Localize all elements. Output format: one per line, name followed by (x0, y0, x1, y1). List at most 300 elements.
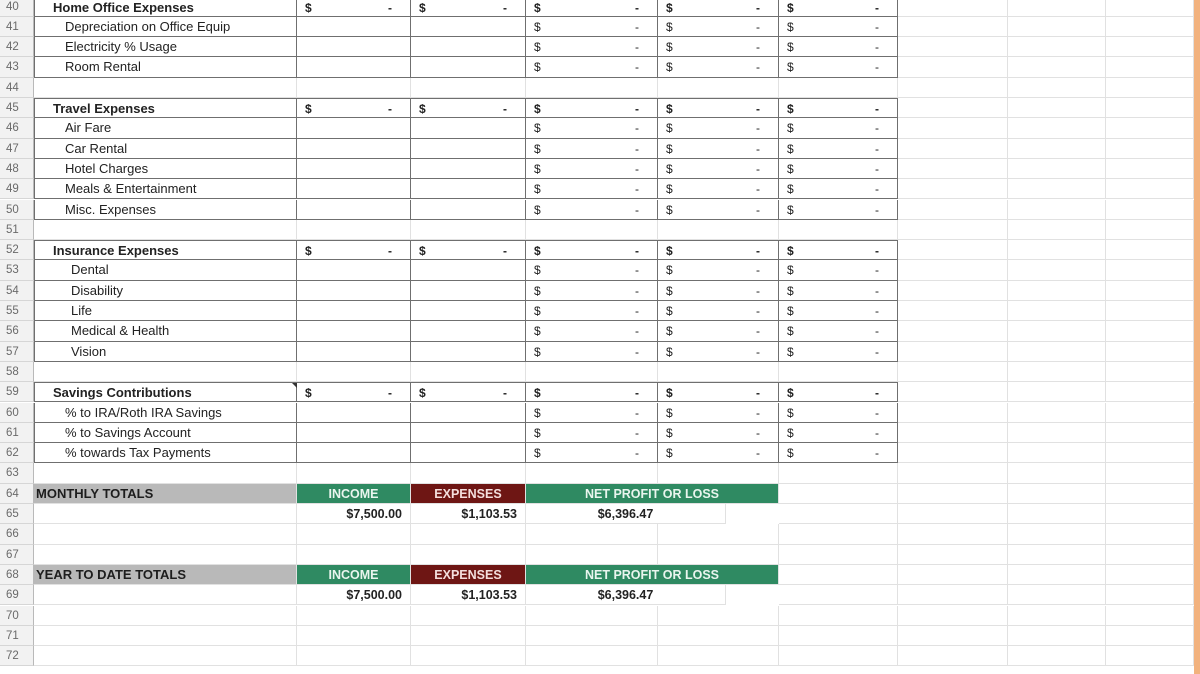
empty-cell[interactable] (1106, 626, 1194, 646)
row-number[interactable]: 51 (0, 220, 34, 240)
currency-cell[interactable] (779, 98, 898, 118)
currency-cell[interactable] (526, 57, 658, 77)
expenses-header[interactable]: EXPENSES (411, 484, 526, 504)
empty-cell[interactable] (1106, 200, 1194, 220)
empty-cell[interactable] (411, 626, 526, 646)
empty-cell[interactable] (526, 545, 658, 565)
budget-cell[interactable] (297, 159, 411, 179)
budget-cell[interactable] (297, 443, 411, 463)
currency-cell[interactable] (526, 423, 658, 443)
currency-cell[interactable] (526, 179, 658, 199)
empty-cell[interactable] (526, 220, 658, 240)
currency-cell[interactable] (526, 159, 658, 179)
row-number[interactable]: 58 (0, 362, 34, 382)
income-total[interactable]: $7,500.00 (297, 585, 411, 605)
currency-cell[interactable] (779, 423, 898, 443)
empty-cell[interactable] (1008, 200, 1106, 220)
currency-cell[interactable] (658, 403, 779, 423)
currency-cell[interactable] (779, 159, 898, 179)
budget-cell[interactable] (297, 179, 411, 199)
currency-cell[interactable] (411, 382, 526, 402)
empty-cell[interactable] (1106, 281, 1194, 301)
row-number[interactable]: 56 (0, 321, 34, 341)
currency-cell[interactable] (526, 403, 658, 423)
empty-cell[interactable] (898, 179, 1008, 199)
row-number[interactable]: 59 (0, 382, 34, 402)
empty-cell[interactable] (34, 504, 297, 524)
currency-cell[interactable] (658, 200, 779, 220)
empty-cell[interactable] (411, 362, 526, 382)
budget-cell[interactable] (411, 118, 526, 138)
totals-label[interactable]: MONTHLY TOTALS (34, 484, 297, 504)
empty-cell[interactable] (658, 78, 779, 98)
empty-cell[interactable] (779, 463, 898, 483)
empty-cell[interactable] (1008, 281, 1106, 301)
budget-cell[interactable] (411, 159, 526, 179)
empty-cell[interactable] (297, 524, 411, 544)
expense-item-label[interactable]: Room Rental (34, 57, 297, 77)
empty-cell[interactable] (1106, 545, 1194, 565)
empty-cell[interactable] (1106, 463, 1194, 483)
empty-cell[interactable] (1008, 0, 1106, 17)
row-number[interactable]: 65 (0, 504, 34, 524)
empty-cell[interactable] (1106, 646, 1194, 666)
currency-cell[interactable] (658, 17, 779, 37)
expense-item-label[interactable]: Vision (34, 342, 297, 362)
expenses-total[interactable]: $1,103.53 (411, 585, 526, 605)
currency-cell[interactable] (297, 98, 411, 118)
expense-item-label[interactable]: Life (34, 301, 297, 321)
row-number[interactable]: 44 (0, 78, 34, 98)
currency-cell[interactable] (658, 443, 779, 463)
budget-cell[interactable] (297, 260, 411, 280)
expense-item-label[interactable]: Medical & Health (34, 321, 297, 341)
row-number[interactable]: 55 (0, 301, 34, 321)
empty-cell[interactable] (779, 626, 898, 646)
empty-cell[interactable] (1106, 78, 1194, 98)
empty-cell[interactable] (1106, 159, 1194, 179)
empty-cell[interactable] (1008, 240, 1106, 260)
empty-cell[interactable] (1106, 382, 1194, 402)
budget-cell[interactable] (297, 342, 411, 362)
row-number[interactable]: 52 (0, 240, 34, 260)
empty-cell[interactable] (526, 626, 658, 646)
empty-cell[interactable] (898, 504, 1008, 524)
budget-cell[interactable] (411, 281, 526, 301)
empty-cell[interactable] (898, 342, 1008, 362)
currency-cell[interactable] (526, 17, 658, 37)
expense-item-label[interactable]: % to IRA/Roth IRA Savings (34, 403, 297, 423)
currency-cell[interactable] (779, 17, 898, 37)
empty-cell[interactable] (1106, 37, 1194, 57)
budget-cell[interactable] (297, 321, 411, 341)
budget-cell[interactable] (297, 17, 411, 37)
empty-cell[interactable] (1106, 565, 1194, 585)
income-header[interactable]: INCOME (297, 565, 411, 585)
empty-cell[interactable] (411, 545, 526, 565)
row-number[interactable]: 42 (0, 37, 34, 57)
empty-cell[interactable] (898, 200, 1008, 220)
expense-item-label[interactable]: Meals & Entertainment (34, 179, 297, 199)
row-number[interactable]: 40 (0, 0, 34, 17)
currency-cell[interactable] (526, 321, 658, 341)
empty-cell[interactable] (658, 524, 779, 544)
currency-cell[interactable] (658, 240, 779, 260)
empty-cell[interactable] (1106, 504, 1194, 524)
currency-cell[interactable] (526, 260, 658, 280)
currency-cell[interactable] (658, 281, 779, 301)
empty-cell[interactable] (297, 646, 411, 666)
currency-cell[interactable] (526, 382, 658, 402)
income-total[interactable]: $7,500.00 (297, 504, 411, 524)
empty-cell[interactable] (898, 565, 1008, 585)
currency-cell[interactable] (779, 301, 898, 321)
currency-cell[interactable] (658, 37, 779, 57)
empty-cell[interactable] (898, 37, 1008, 57)
budget-cell[interactable] (297, 301, 411, 321)
empty-cell[interactable] (1008, 565, 1106, 585)
empty-cell[interactable] (297, 606, 411, 626)
empty-cell[interactable] (1008, 98, 1106, 118)
budget-cell[interactable] (411, 37, 526, 57)
expense-item-label[interactable]: Dental (34, 260, 297, 280)
empty-cell[interactable] (658, 606, 779, 626)
empty-cell[interactable] (34, 646, 297, 666)
currency-cell[interactable] (779, 403, 898, 423)
currency-cell[interactable] (779, 342, 898, 362)
budget-cell[interactable] (297, 200, 411, 220)
empty-cell[interactable] (1106, 98, 1194, 118)
empty-cell[interactable] (658, 220, 779, 240)
currency-cell[interactable] (779, 281, 898, 301)
currency-cell[interactable] (779, 443, 898, 463)
empty-cell[interactable] (1008, 362, 1106, 382)
currency-cell[interactable] (658, 260, 779, 280)
empty-cell[interactable] (898, 17, 1008, 37)
empty-cell[interactable] (898, 362, 1008, 382)
empty-cell[interactable] (297, 78, 411, 98)
empty-cell[interactable] (1106, 118, 1194, 138)
currency-cell[interactable] (526, 0, 658, 17)
budget-cell[interactable] (411, 57, 526, 77)
budget-cell[interactable] (411, 423, 526, 443)
row-number[interactable]: 49 (0, 179, 34, 199)
currency-cell[interactable] (779, 179, 898, 199)
currency-cell[interactable] (658, 57, 779, 77)
empty-cell[interactable] (34, 545, 297, 565)
empty-cell[interactable] (1008, 524, 1106, 544)
empty-cell[interactable] (779, 585, 898, 605)
row-number[interactable]: 46 (0, 118, 34, 138)
empty-cell[interactable] (779, 545, 898, 565)
row-number[interactable]: 43 (0, 57, 34, 77)
empty-cell[interactable] (1106, 57, 1194, 77)
budget-cell[interactable] (297, 139, 411, 159)
currency-cell[interactable] (779, 321, 898, 341)
empty-cell[interactable] (1106, 301, 1194, 321)
empty-cell[interactable] (779, 606, 898, 626)
empty-cell[interactable] (658, 463, 779, 483)
section-title[interactable]: Savings Contributions (34, 382, 297, 402)
empty-cell[interactable] (779, 646, 898, 666)
expense-item-label[interactable]: Air Fare (34, 118, 297, 138)
currency-cell[interactable] (526, 37, 658, 57)
expenses-total[interactable]: $1,103.53 (411, 504, 526, 524)
empty-cell[interactable] (297, 463, 411, 483)
empty-cell[interactable] (898, 240, 1008, 260)
empty-cell[interactable] (898, 463, 1008, 483)
budget-cell[interactable] (411, 342, 526, 362)
empty-cell[interactable] (898, 301, 1008, 321)
currency-cell[interactable] (779, 382, 898, 402)
empty-cell[interactable] (1008, 17, 1106, 37)
empty-cell[interactable] (779, 524, 898, 544)
budget-cell[interactable] (297, 403, 411, 423)
currency-cell[interactable] (526, 342, 658, 362)
empty-cell[interactable] (898, 118, 1008, 138)
empty-cell[interactable] (898, 159, 1008, 179)
budget-cell[interactable] (411, 179, 526, 199)
empty-cell[interactable] (1106, 240, 1194, 260)
empty-cell[interactable] (34, 606, 297, 626)
empty-cell[interactable] (526, 78, 658, 98)
budget-cell[interactable] (411, 139, 526, 159)
budget-cell[interactable] (411, 403, 526, 423)
empty-cell[interactable] (1008, 301, 1106, 321)
empty-cell[interactable] (1008, 646, 1106, 666)
empty-cell[interactable] (1008, 504, 1106, 524)
empty-cell[interactable] (658, 626, 779, 646)
empty-cell[interactable] (1008, 342, 1106, 362)
empty-cell[interactable] (411, 646, 526, 666)
currency-cell[interactable] (779, 57, 898, 77)
empty-cell[interactable] (34, 220, 297, 240)
empty-cell[interactable] (1008, 545, 1106, 565)
empty-cell[interactable] (1008, 260, 1106, 280)
empty-cell[interactable] (1008, 626, 1106, 646)
empty-cell[interactable] (1106, 17, 1194, 37)
budget-cell[interactable] (297, 423, 411, 443)
budget-cell[interactable] (411, 443, 526, 463)
empty-cell[interactable] (526, 463, 658, 483)
empty-cell[interactable] (1106, 342, 1194, 362)
section-title[interactable]: Insurance Expenses (34, 240, 297, 260)
currency-cell[interactable] (779, 240, 898, 260)
currency-cell[interactable] (779, 37, 898, 57)
budget-cell[interactable] (411, 17, 526, 37)
empty-cell[interactable] (898, 646, 1008, 666)
currency-cell[interactable] (658, 321, 779, 341)
empty-cell[interactable] (1106, 403, 1194, 423)
empty-cell[interactable] (898, 423, 1008, 443)
empty-cell[interactable] (898, 545, 1008, 565)
empty-cell[interactable] (34, 585, 297, 605)
currency-cell[interactable] (526, 240, 658, 260)
currency-cell[interactable] (658, 382, 779, 402)
empty-cell[interactable] (779, 504, 898, 524)
empty-cell[interactable] (1008, 463, 1106, 483)
expense-item-label[interactable]: Electricity % Usage (34, 37, 297, 57)
row-number[interactable]: 47 (0, 139, 34, 159)
empty-cell[interactable] (779, 78, 898, 98)
currency-cell[interactable] (297, 0, 411, 17)
empty-cell[interactable] (898, 382, 1008, 402)
empty-cell[interactable] (779, 484, 898, 504)
empty-cell[interactable] (526, 646, 658, 666)
row-number[interactable]: 45 (0, 98, 34, 118)
empty-cell[interactable] (898, 321, 1008, 341)
empty-cell[interactable] (1106, 443, 1194, 463)
empty-cell[interactable] (658, 646, 779, 666)
row-number[interactable]: 63 (0, 463, 34, 483)
empty-cell[interactable] (779, 362, 898, 382)
empty-cell[interactable] (1106, 179, 1194, 199)
empty-cell[interactable] (1106, 321, 1194, 341)
empty-cell[interactable] (658, 545, 779, 565)
empty-cell[interactable] (658, 362, 779, 382)
empty-cell[interactable] (898, 403, 1008, 423)
empty-cell[interactable] (1008, 585, 1106, 605)
empty-cell[interactable] (898, 0, 1008, 17)
currency-cell[interactable] (658, 423, 779, 443)
row-number[interactable]: 70 (0, 606, 34, 626)
currency-cell[interactable] (297, 382, 411, 402)
empty-cell[interactable] (411, 78, 526, 98)
row-number[interactable]: 53 (0, 260, 34, 280)
empty-cell[interactable] (898, 585, 1008, 605)
empty-cell[interactable] (1008, 159, 1106, 179)
empty-cell[interactable] (1008, 139, 1106, 159)
row-number[interactable]: 48 (0, 159, 34, 179)
currency-cell[interactable] (526, 443, 658, 463)
net-profit-header[interactable]: NET PROFIT OR LOSS (526, 484, 779, 504)
empty-cell[interactable] (1106, 585, 1194, 605)
budget-cell[interactable] (411, 321, 526, 341)
section-title[interactable]: Travel Expenses (34, 98, 297, 118)
empty-cell[interactable] (1106, 362, 1194, 382)
empty-cell[interactable] (1008, 606, 1106, 626)
net-profit-total[interactable]: $6,396.47 (526, 504, 726, 524)
budget-cell[interactable] (411, 260, 526, 280)
budget-cell[interactable] (297, 281, 411, 301)
currency-cell[interactable] (658, 342, 779, 362)
expense-item-label[interactable]: Hotel Charges (34, 159, 297, 179)
income-header[interactable]: INCOME (297, 484, 411, 504)
empty-cell[interactable] (526, 524, 658, 544)
empty-cell[interactable] (898, 443, 1008, 463)
currency-cell[interactable] (658, 98, 779, 118)
empty-cell[interactable] (526, 362, 658, 382)
row-number[interactable]: 69 (0, 585, 34, 605)
currency-cell[interactable] (658, 0, 779, 17)
currency-cell[interactable] (526, 200, 658, 220)
currency-cell[interactable] (779, 200, 898, 220)
empty-cell[interactable] (34, 78, 297, 98)
empty-cell[interactable] (1008, 403, 1106, 423)
empty-cell[interactable] (411, 524, 526, 544)
currency-cell[interactable] (526, 301, 658, 321)
net-profit-total[interactable]: $6,396.47 (526, 585, 726, 605)
empty-cell[interactable] (1106, 0, 1194, 17)
empty-cell[interactable] (898, 281, 1008, 301)
empty-cell[interactable] (297, 220, 411, 240)
row-number[interactable]: 62 (0, 443, 34, 463)
budget-cell[interactable] (411, 301, 526, 321)
row-number[interactable]: 50 (0, 200, 34, 220)
currency-cell[interactable] (779, 139, 898, 159)
empty-cell[interactable] (1008, 78, 1106, 98)
empty-cell[interactable] (411, 606, 526, 626)
empty-cell[interactable] (1106, 484, 1194, 504)
currency-cell[interactable] (411, 240, 526, 260)
currency-cell[interactable] (779, 0, 898, 17)
empty-cell[interactable] (1106, 220, 1194, 240)
empty-cell[interactable] (411, 220, 526, 240)
empty-cell[interactable] (1106, 524, 1194, 544)
empty-cell[interactable] (898, 98, 1008, 118)
budget-cell[interactable] (297, 118, 411, 138)
currency-cell[interactable] (779, 118, 898, 138)
currency-cell[interactable] (526, 139, 658, 159)
empty-cell[interactable] (1008, 382, 1106, 402)
row-number[interactable]: 41 (0, 17, 34, 37)
empty-cell[interactable] (411, 463, 526, 483)
currency-cell[interactable] (658, 179, 779, 199)
expense-item-label[interactable]: Depreciation on Office Equip (34, 17, 297, 37)
currency-cell[interactable] (658, 118, 779, 138)
empty-cell[interactable] (34, 362, 297, 382)
empty-cell[interactable] (34, 626, 297, 646)
row-number[interactable]: 71 (0, 626, 34, 646)
empty-cell[interactable] (898, 606, 1008, 626)
empty-cell[interactable] (297, 545, 411, 565)
empty-cell[interactable] (1106, 139, 1194, 159)
empty-cell[interactable] (526, 606, 658, 626)
totals-label[interactable]: YEAR TO DATE TOTALS (34, 565, 297, 585)
expense-item-label[interactable]: % towards Tax Payments (34, 443, 297, 463)
currency-cell[interactable] (411, 0, 526, 17)
row-number[interactable]: 57 (0, 342, 34, 362)
currency-cell[interactable] (411, 98, 526, 118)
empty-cell[interactable] (779, 565, 898, 585)
row-number[interactable]: 60 (0, 403, 34, 423)
empty-cell[interactable] (898, 484, 1008, 504)
empty-cell[interactable] (898, 626, 1008, 646)
empty-cell[interactable] (1106, 423, 1194, 443)
net-profit-header[interactable]: NET PROFIT OR LOSS (526, 565, 779, 585)
empty-cell[interactable] (779, 220, 898, 240)
empty-cell[interactable] (1008, 321, 1106, 341)
currency-cell[interactable] (297, 240, 411, 260)
empty-cell[interactable] (1008, 423, 1106, 443)
budget-cell[interactable] (411, 200, 526, 220)
budget-cell[interactable] (297, 37, 411, 57)
section-title[interactable]: Home Office Expenses (34, 0, 297, 17)
expense-item-label[interactable]: Disability (34, 281, 297, 301)
row-number[interactable]: 54 (0, 281, 34, 301)
empty-cell[interactable] (898, 78, 1008, 98)
empty-cell[interactable] (1106, 260, 1194, 280)
currency-cell[interactable] (779, 260, 898, 280)
empty-cell[interactable] (898, 57, 1008, 77)
row-number[interactable]: 64 (0, 484, 34, 504)
empty-cell[interactable] (1008, 37, 1106, 57)
empty-cell[interactable] (1008, 179, 1106, 199)
empty-cell[interactable] (1008, 484, 1106, 504)
currency-cell[interactable] (658, 159, 779, 179)
empty-cell[interactable] (1008, 57, 1106, 77)
empty-cell[interactable] (34, 463, 297, 483)
